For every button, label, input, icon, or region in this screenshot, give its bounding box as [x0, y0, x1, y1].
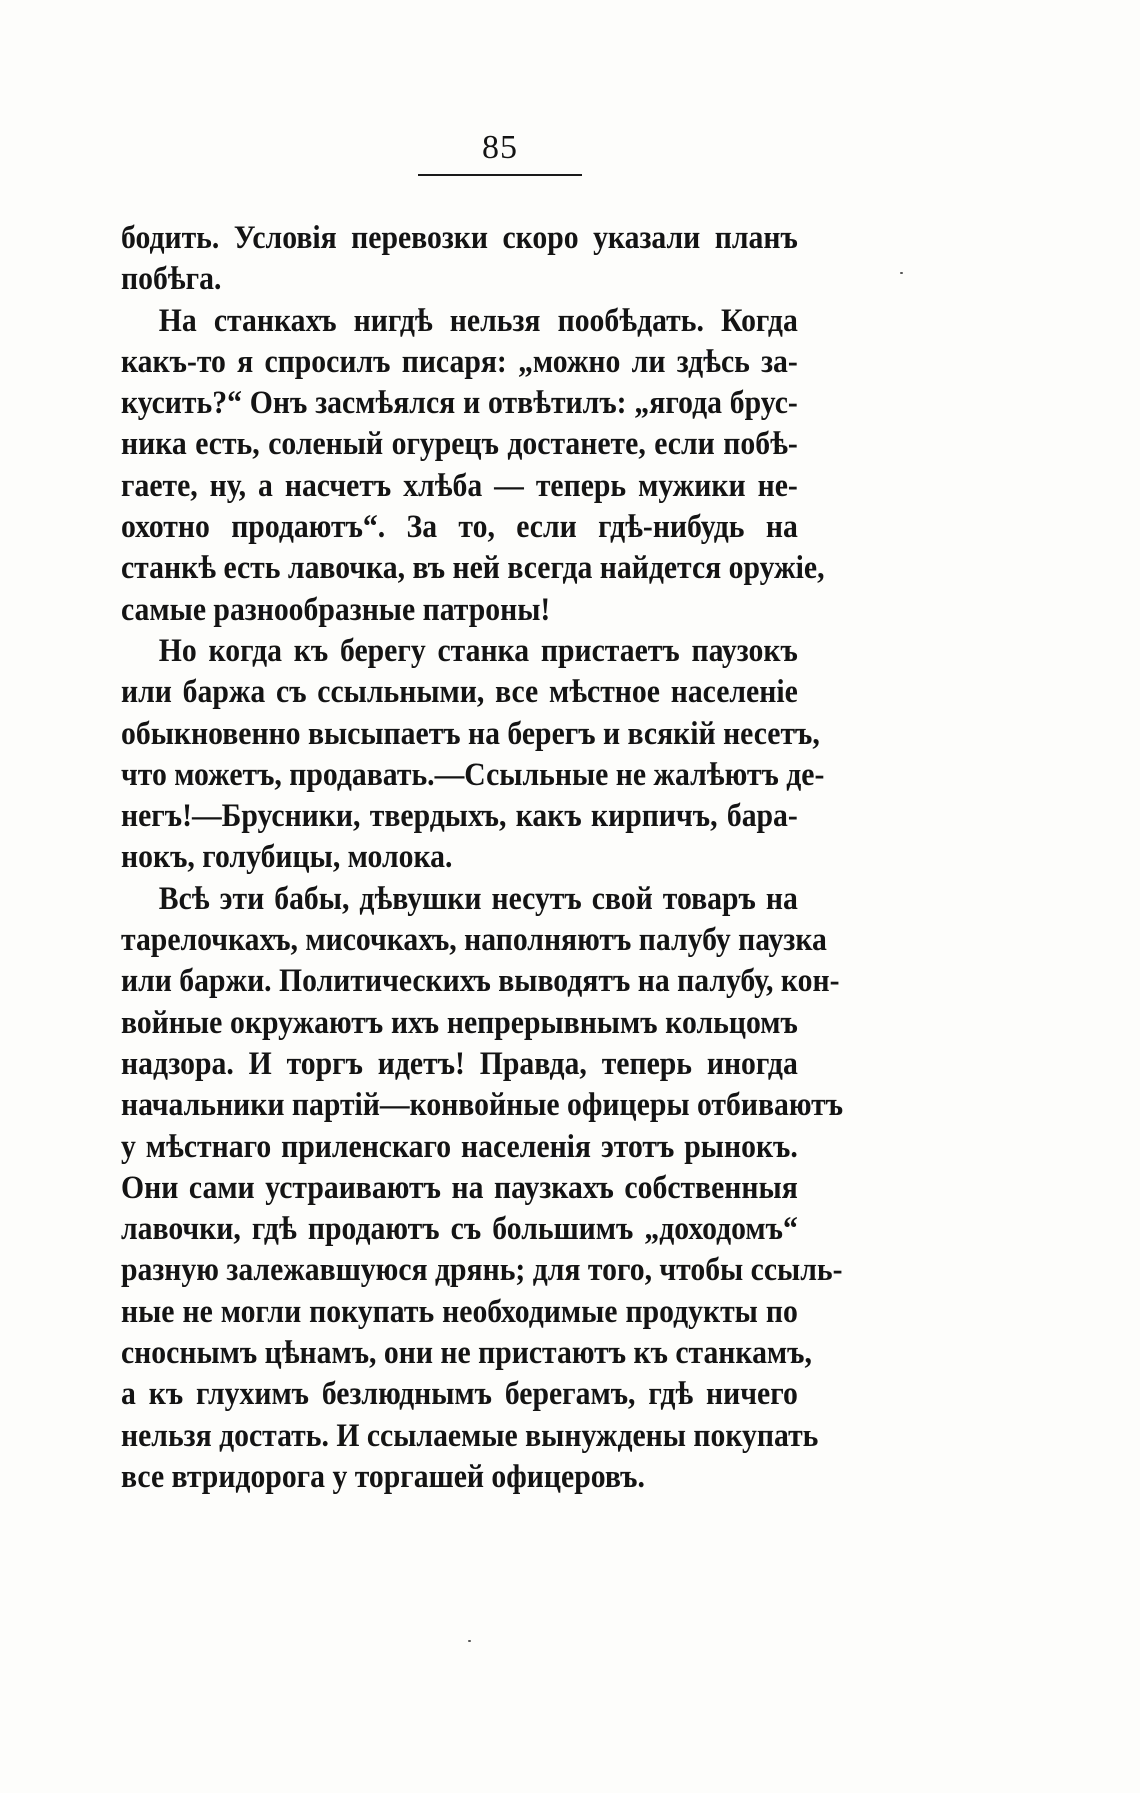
text-line: станкѣ есть лавочка, въ ней всегда найдется оружіе, — [121, 550, 825, 587]
text-line: гаете, ну, а насчетъ хлѣба — теперь мужики не- — [121, 467, 798, 504]
text-line: все втридорога у торгашей офицеровъ. — [121, 1458, 645, 1495]
page-number: 85 — [482, 129, 518, 166]
text-line: разную залежавшуюся дрянь; для того, чтобы ссыль- — [121, 1252, 843, 1289]
print-speck — [900, 272, 903, 274]
text-line: побѣга. — [121, 261, 222, 298]
print-speck — [468, 1640, 471, 1642]
text-line: лавочки, гдѣ продаютъ съ большимъ „доходомъ“ — [121, 1211, 798, 1248]
header-rule — [418, 174, 582, 176]
text-line: какъ-то я спросилъ писаря: „можно ли здѣсь за- — [121, 343, 798, 380]
text-line: нельзя достать. И ссылаемые вынуждены покупать — [121, 1417, 819, 1454]
text-line: тарелочкахъ, мисочкахъ, наполняютъ палубу паузка — [121, 922, 827, 959]
text-line: начальники партій—конвойные офицеры отбиваютъ — [121, 1087, 844, 1124]
text-line: нокъ, голубицы, молока. — [121, 839, 453, 876]
text-line: самые разнообразные патроны! — [121, 591, 551, 628]
paragraph — [121, 218, 798, 301]
paragraph — [121, 631, 825, 879]
text-line: у мѣстнаго приленскаго населенія этотъ рынокъ. — [121, 1128, 798, 1165]
text-line: кусить?“ Онъ засмѣялся и отвѣтилъ: „ягода брус- — [121, 385, 798, 422]
text-line: или баржи. Политическихъ выводятъ на палубу, кон- — [121, 963, 840, 1000]
text-line: ные не могли покупать необходимые продукты по — [121, 1293, 798, 1330]
text-line: или баржа съ ссыльными, все мѣстное населеніе — [121, 674, 798, 711]
text-line: надзора. И торгъ идетъ! Правда, теперь иногда — [121, 1045, 798, 1082]
paragraph — [121, 879, 844, 1498]
text-line: Всѣ эти бабы, дѣвушки несутъ свой товаръ на — [158, 880, 798, 917]
text-line: что можетъ, продавать.—Ссыльные не жалѣютъ де- — [121, 756, 825, 793]
text-line: ника есть, соленый огурецъ достанете, если побѣ- — [121, 426, 798, 463]
text-line: бодить. Условія перевозки скоро указали планъ — [121, 220, 798, 256]
text-line: На станкахъ нигдѣ нельзя пообѣдать. Когда — [158, 302, 798, 339]
text-line: а къ глухимъ безлюднымъ берегамъ, гдѣ ничего — [121, 1376, 798, 1413]
text-line: обыкновенно высыпаетъ на берегъ и всякій несетъ, — [121, 715, 820, 752]
text-line: сноснымъ цѣнамъ, они не пристаютъ къ станкамъ, — [121, 1335, 812, 1372]
body-text — [121, 218, 844, 1498]
text-line: Они сами устраиваютъ на паузкахъ собственныя — [121, 1169, 798, 1206]
text-line: охотно продаютъ“. За то, если гдѣ-нибудь на — [121, 509, 798, 546]
text-line: войные окружаютъ ихъ непрерывнымъ кольцомъ — [121, 1004, 798, 1041]
text-line: негъ!—Брусники, твердыхъ, какъ кирпичъ, бара- — [121, 798, 798, 835]
paragraph — [121, 301, 825, 631]
text-line: Но когда къ берегу станка пристаетъ паузокъ — [158, 632, 798, 669]
